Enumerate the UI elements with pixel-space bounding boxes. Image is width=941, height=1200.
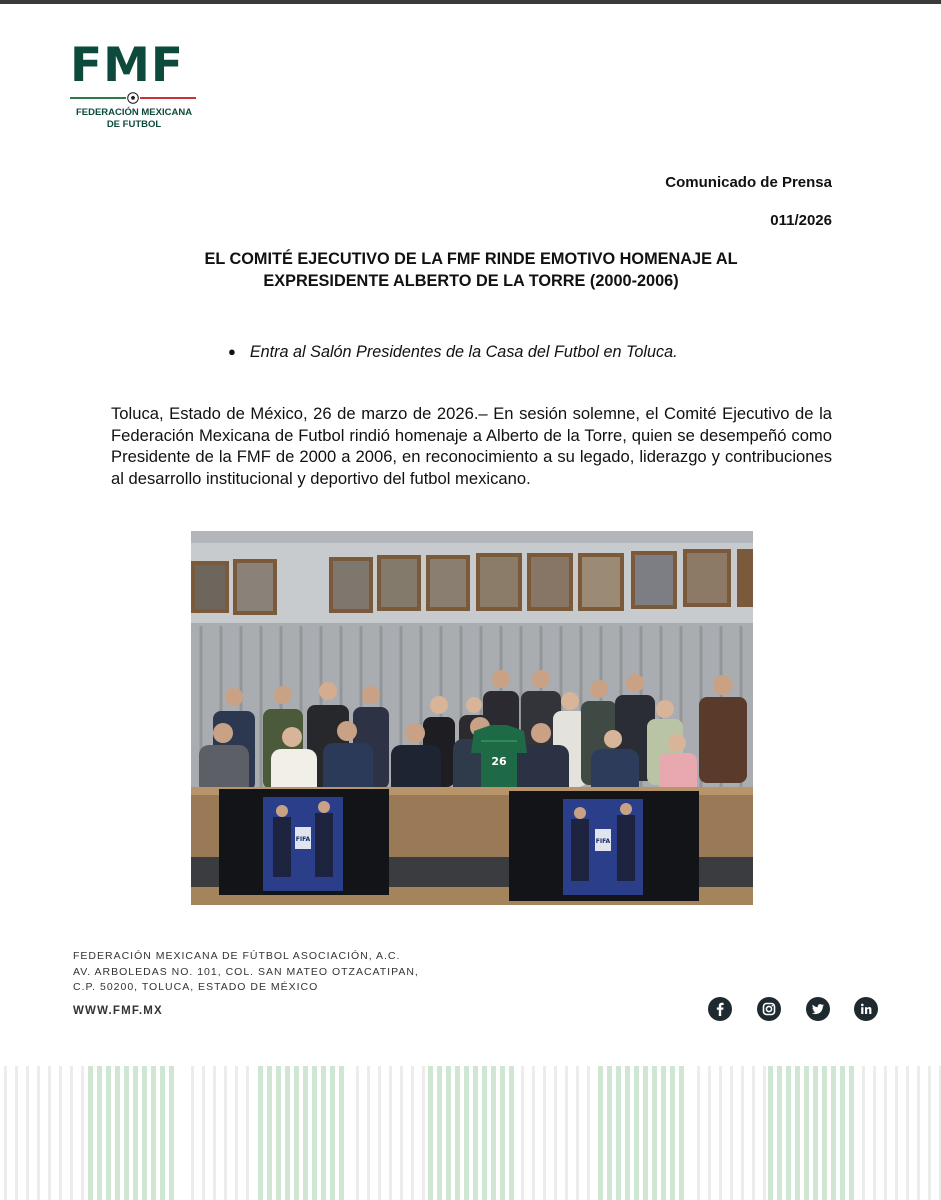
top-border [0,0,941,4]
stripe [133,1066,138,1200]
stripe [235,1066,238,1200]
stripe [840,1066,845,1200]
stripe [768,1066,773,1200]
stripe [26,1066,29,1200]
linkedin-icon[interactable] [854,997,878,1021]
stripe [795,1066,800,1200]
stripe [679,1066,684,1200]
stripe [777,1066,782,1200]
stripe [246,1066,249,1200]
stripe [400,1066,403,1200]
stripe [464,1066,469,1200]
stripe [482,1066,487,1200]
stripe [330,1066,335,1200]
stripe [670,1066,675,1200]
stripe [554,1066,557,1200]
stripe [339,1066,344,1200]
stripe [446,1066,451,1200]
stripe [741,1066,744,1200]
monitor-left [219,789,389,895]
stripe [697,1066,700,1200]
decorative-stripes [0,1062,941,1200]
svg-text:FIFA: FIFA [295,836,311,843]
soccer-ball-icon [127,92,139,104]
stripe [587,1066,590,1200]
stripe [97,1066,102,1200]
stripe [917,1066,920,1200]
stripe [661,1066,666,1200]
stripe [652,1066,657,1200]
stripe [565,1066,568,1200]
stripe [428,1066,433,1200]
stripe [267,1066,272,1200]
stripe [285,1066,290,1200]
stripe [411,1066,414,1200]
stripe [862,1066,865,1200]
stripe [884,1066,887,1200]
stripe [4,1066,7,1200]
logo-wordmark: FMF [70,38,184,93]
stripe [786,1066,791,1200]
press-release-number: 011/2026 [770,212,832,229]
stripe [276,1066,281,1200]
stripe [81,1066,84,1200]
stripe [422,1066,425,1200]
stripe [202,1066,205,1200]
stripe [804,1066,809,1200]
stripe [303,1066,308,1200]
stripe [491,1066,496,1200]
facebook-icon[interactable] [708,997,732,1021]
stripe [142,1066,147,1200]
stripe [607,1066,612,1200]
stripe [258,1066,263,1200]
stripe [813,1066,818,1200]
stripe [378,1066,381,1200]
stripe [367,1066,370,1200]
website-link[interactable]: WWW.FMF.MX [73,1005,163,1017]
logo-flag-line [70,92,196,104]
stripe [576,1066,579,1200]
stripe [643,1066,648,1200]
stripe [455,1066,460,1200]
stripe [849,1066,854,1200]
stripe [521,1066,524,1200]
stripe [294,1066,299,1200]
stripe [895,1066,898,1200]
stripe [224,1066,227,1200]
stripe [48,1066,51,1200]
logo-subtitle: FEDERACIÓN MEXICANA DE FUTBOL [75,107,193,130]
stripe [500,1066,505,1200]
stripe [873,1066,876,1200]
stripe [763,1066,766,1200]
stripe [151,1066,156,1200]
stripe [115,1066,120,1200]
stripe [598,1066,603,1200]
stripe [437,1066,442,1200]
stripe [730,1066,733,1200]
twitter-icon[interactable] [806,997,830,1021]
press-release-label: Comunicado de Prensa [665,174,832,191]
footer-address: FEDERACIÓN MEXICANA DE FÚTBOL ASOCIACIÓN, A.C. AV. ARBOLEDAS NO. 101, COL. SAN MATEO OTZACATIPAN, C.P. 50200, TOLUCA, ESTADO DE MÉXICO [73,950,419,993]
stripe [719,1066,722,1200]
stripe [831,1066,836,1200]
stripe [321,1066,326,1200]
stripe [356,1066,359,1200]
stripe [88,1066,93,1200]
stripe [169,1066,174,1200]
stripe [389,1066,392,1200]
stripe [124,1066,129,1200]
stripe [532,1066,535,1200]
stripe [106,1066,111,1200]
stripe [543,1066,546,1200]
event-photo [191,531,753,905]
stripe [822,1066,827,1200]
bullet-text: Entra al Salón Presidentes de la Casa del Futbol en Toluca. [249,343,678,361]
headline: EL COMITÉ EJECUTIVO DE LA FMF RINDE EMOTIVO HOMENAJE AL EXPRESIDENTE ALBERTO DE LA TORRE (2000-2006) [204,250,738,290]
monitor-right [509,791,699,901]
stripe [37,1066,40,1200]
stripe [509,1066,514,1200]
stripe [213,1066,216,1200]
stripe [70,1066,73,1200]
stripe [708,1066,711,1200]
bullet-point [228,343,678,362]
stripe [160,1066,165,1200]
stripe [312,1066,317,1200]
stripe [616,1066,621,1200]
stripe [928,1066,931,1200]
stripe [473,1066,478,1200]
bullet-icon: ● [228,344,236,359]
svg-text:26: 26 [491,755,507,768]
fmf-logo[interactable] [70,38,200,131]
instagram-icon[interactable] [757,997,781,1021]
stripe [634,1066,639,1200]
stripe [15,1066,18,1200]
stripe [625,1066,630,1200]
stripe [752,1066,755,1200]
svg-text:FIFA: FIFA [595,838,611,845]
stripe [59,1066,62,1200]
body-paragraph: Toluca, Estado de México, 26 de marzo de 2026.– En sesión solemne, el Comité Ejecutivo de la Federación Mexicana de Futbol rindió homenaje a Alberto de la Torre, quien se desempeñó como Presidente de la FMF de 2000 a 2006, en reconocimiento a su legado, liderazgo y contribuciones al desarrollo institucional y deportivo del futbol mexicano. [111,404,832,488]
stripe [191,1066,194,1200]
stripe [906,1066,909,1200]
